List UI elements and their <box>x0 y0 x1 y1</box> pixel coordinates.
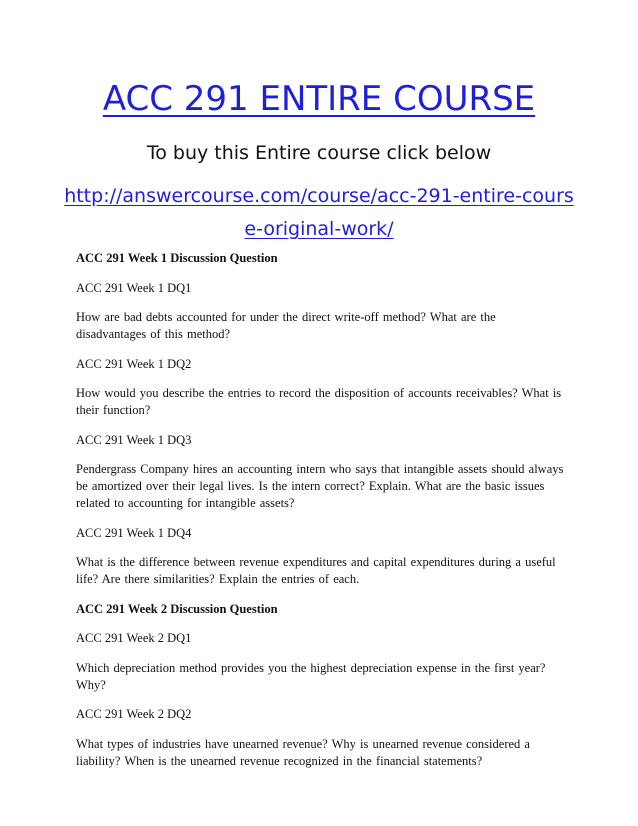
question-text: What is the difference between revenue expenditures and capital expenditures during a useful life? Are there similarities? Explain the entries of each. <box>76 555 556 586</box>
question-label: ACC 291 Week 1 DQ1 <box>76 280 192 295</box>
page-title: ACC 291 ENTIRE COURSE <box>102 79 536 119</box>
section-heading: ACC 291 Week 2 Discussion Question <box>76 601 278 616</box>
question-text: How are bad debts accounted for under the direct write-off method? What are the disadvantages of this method? <box>76 310 496 341</box>
question-label: ACC 291 Week 1 DQ4 <box>76 525 192 540</box>
question-text: How would you describe the entries to record the disposition of accounts receivables? What is their function? <box>76 386 562 417</box>
question-text: Which depreciation method provides you the highest depreciation expense in the first year? Why? <box>76 660 546 692</box>
question-text: Pendergrass Company hires an accounting intern who says that intangible assets should always be amortized over their legal lives. Is the intern correct? Explain. What are the basic issues related to accounting for intangible assets? <box>76 462 564 510</box>
question-label: ACC 291 Week 1 DQ3 <box>76 432 192 447</box>
course-link[interactable]: http://answercourse.com/course/acc-291-entire-course-original-work/ <box>64 185 574 240</box>
question-text: What types of industries have unearned revenue? Why is unearned revenue considered a liability? When is the unearned revenue recognized in the financial statements? <box>76 736 530 768</box>
page-subtitle: To buy this Entire course click below <box>146 142 492 164</box>
document-body <box>76 250 566 782</box>
question-label: ACC 291 Week 1 DQ2 <box>76 356 192 371</box>
question-label: ACC 291 Week 2 DQ2 <box>76 707 192 721</box>
question-label: ACC 291 Week 2 DQ1 <box>76 631 192 645</box>
section-heading: ACC 291 Week 1 Discussion Question <box>76 251 278 265</box>
